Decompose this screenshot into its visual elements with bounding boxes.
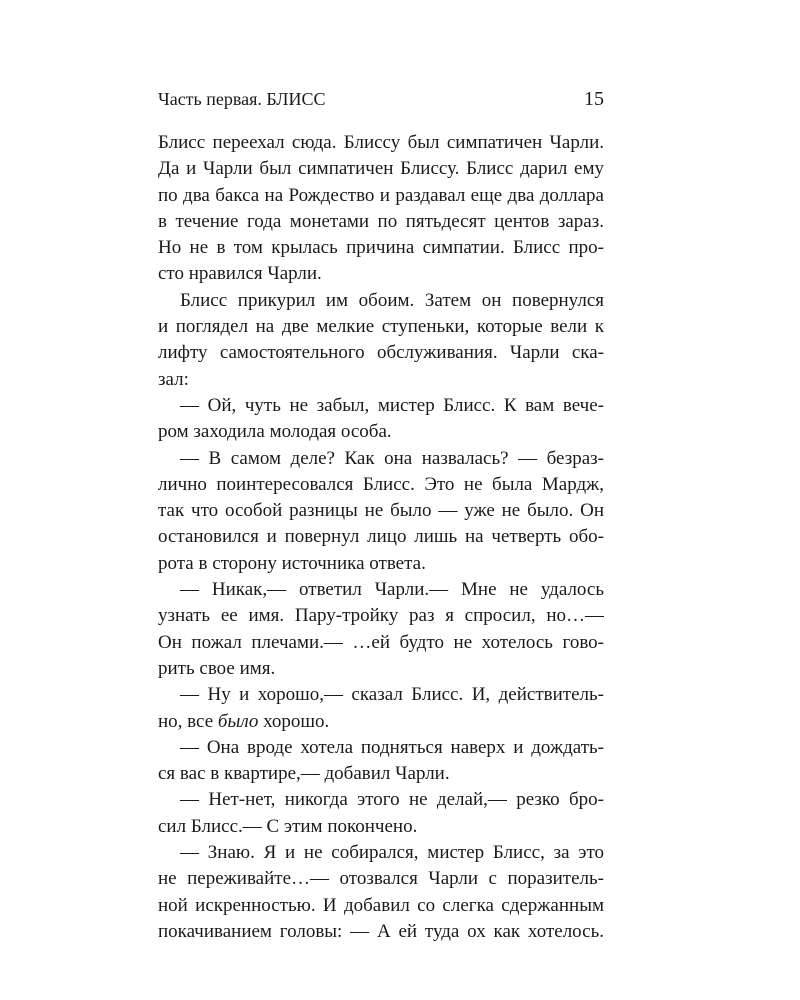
- text-line: по два бакса на Рождество и раздавал еще два доллара: [158, 184, 604, 206]
- text-line: — Нет-нет, никогда этого не делай,— резко бро-: [180, 789, 604, 811]
- text-line: остановился и повернул лицо лишь на четверть обо-: [158, 526, 604, 548]
- running-head: [158, 84, 604, 114]
- text-line: Блисс прикурил им обоим. Затем он повернулся: [180, 289, 604, 311]
- text-line: ся вас в квартире,— добавил Чарли.: [158, 763, 450, 785]
- text-line: покачиванием головы: — А ей туда ох как хотелось.: [158, 920, 604, 942]
- text-line: — Она вроде хотела подняться наверх и дождать-: [180, 736, 604, 758]
- text-line: лично поинтересовался Блисс. Это не была Мардж,: [158, 473, 604, 495]
- text-line: узнать ее имя. Пару-тройку раз я спросил, но…—: [158, 605, 604, 627]
- emphasis: было: [217, 710, 259, 732]
- text-line: лифту самостоятельного обслуживания. Чарли ска-: [158, 342, 604, 364]
- text-line: так что особой разницы не было — уже не было. Он: [158, 500, 604, 522]
- body-text: [158, 130, 604, 945]
- text-line: Он пожал плечами.— …ей будто не хотелось гово-: [158, 631, 604, 653]
- text-line: в течение года монетами по пятьдесят центов зараз.: [158, 210, 604, 232]
- text-line: Да и Чарли был симпатичен Блиссу. Блисс дарил ему: [158, 158, 604, 180]
- text-line: ной искренностью. И добавил со слегка сдержанным: [158, 894, 604, 916]
- text-line: не переживайте…— отозвался Чарли с поразитель-: [158, 868, 604, 890]
- text-line: — Знаю. Я и не собирался, мистер Блисс, за это: [180, 842, 604, 864]
- text-line: рота в сторону источника ответа.: [158, 552, 426, 574]
- text-line: сил Блисс.— С этим покончено.: [158, 815, 418, 837]
- text-line: ром заходила молодая особа.: [158, 421, 392, 443]
- text-line: рить свое имя.: [158, 657, 276, 679]
- page-number: 15: [584, 88, 604, 110]
- text-line: — Ну и хорошо,— сказал Блисс. И, действитель-: [180, 684, 604, 706]
- text-line: зал:: [158, 368, 189, 390]
- running-title: Часть первая. БЛИСС: [158, 89, 326, 109]
- text-line: и поглядел на две мелкие ступеньки, которые вели к: [158, 316, 604, 338]
- text-line: — Никак,— ответил Чарли.— Мне не удалось: [180, 579, 604, 601]
- text-line: Но не в том крылась причина симпатии. Блисс про-: [158, 237, 604, 259]
- text-line: Блисс переехал сюда. Блиссу был симпатичен Чарли.: [158, 132, 604, 153]
- text-line: сто нравился Чарли.: [158, 263, 322, 285]
- text-line: — Ой, чуть не забыл, мистер Блисс. К вам вече-: [180, 394, 604, 416]
- text-line: — В самом деле? Как она назвалась? — безраз-: [180, 447, 604, 469]
- text-line: но, все было хорошо.: [158, 710, 330, 732]
